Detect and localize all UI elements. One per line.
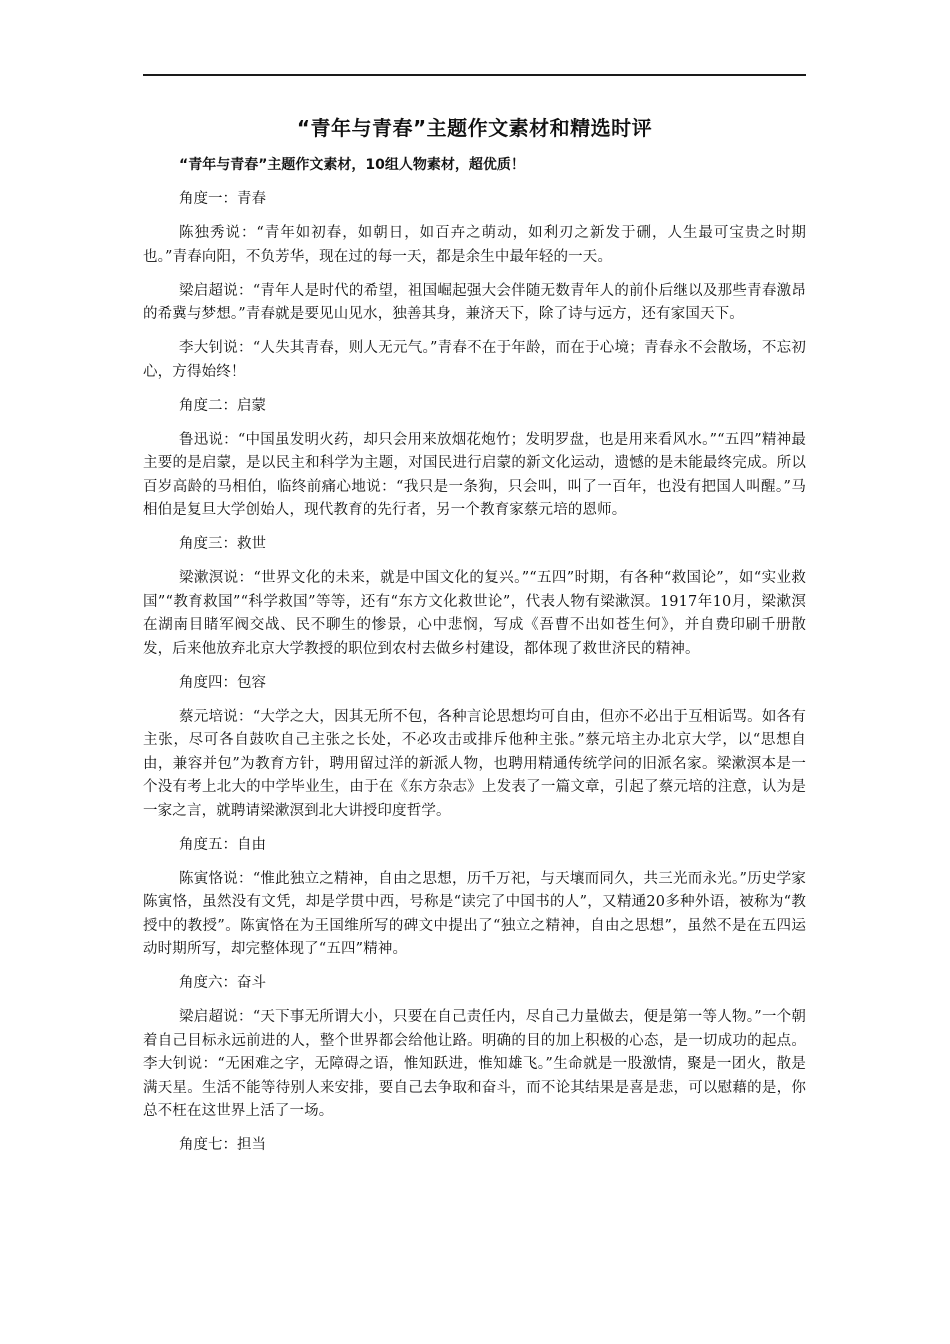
paragraph: 陈寅恪说：“惟此独立之精神，自由之思想，历千万祀，与天壤而同久，共三光而永光。”历史学家陈寅恪，虽然没有文凭，却是学贯中西，号称是“读完了中国书的人”，又精通20多种外语，被称为“教授中的教授”。陈寅恪在为王国维所写的碑文中提出了“独立之精神，自由之思想”，虽然不是在五四运动时期所写，却完整体现了“五四”精神。: [143, 870, 806, 957]
section-heading-2: 角度二：启蒙: [179, 397, 266, 414]
section-heading-3: 角度三：救世: [179, 536, 266, 552]
section-heading-1: 角度一：青春: [179, 191, 266, 207]
paragraph: 李大钊说：“人失其青春，则人无元气。”青春不在于年龄，而在于心境；青春永不会散场，不忘初心，方得始终！: [143, 340, 806, 380]
paragraph: 梁漱溟说：“世界文化的未来，就是中国文化的复兴。”“五四”时期，有各种“救国论”，如“实业救国”“教育救国”“科学救国”等等，还有“东方文化救世论”，代表人物有梁漱溟。1917年10月，梁漱溟在湖南目睹军阀交战、民不聊生的惨景，心中悲悯，写成《吾曹不出如苍生何》，并自费印刷千册散发，后来他放弃北京大学教授的职位到农村去做乡村建设，都体现了救世济民的精神。: [143, 570, 806, 657]
header-rule: [143, 74, 806, 76]
section-heading-5: 角度五：自由: [179, 836, 266, 853]
paragraph: 蔡元培说：“大学之大，因其无所不包，各种言论思想均可自由，但亦不必出于互相诟骂。如各有主张，尽可各自鼓吹自己主张之长处，不必攻击或排斥他种主张。”蔡元培主办北京大学，以“思想自由，兼容并包”为教育方针，聘用留过洋的新派人物，也聘用精通传统学问的旧派名家。梁漱溟本是一个没有考上北大的中学毕业生，由于在《东方杂志》上发表了一篇文章，引起了蔡元培的注意，认为是一家之言，就聘请梁漱溟到北大讲授印度哲学。: [143, 708, 806, 819]
paragraph: 梁启超说：“青年人是时代的希望，祖国崛起强大会伴随无数青年人的前仆后继以及那些青春激昂的希冀与梦想。”青春就是要见山见水，独善其身，兼济天下，除了诗与远方，还有家国天下。: [143, 282, 806, 322]
paragraph: 鲁迅说：“中国虽发明火药，却只会用来放烟花炮竹；发明罗盘，也是用来看风水。”“五四”精神最主要的是启蒙，是以民主和科学为主题，对国民进行启蒙的新文化运动，遗憾的是未能最终完成。所以百岁高龄的马相伯，临终前痛心地说：“我只是一条狗，只会叫，叫了一百年，也没有把国人叫醒。”马相伯是复旦大学创始人，现代教育的先行者，另一个教育家蔡元培的恩师。: [143, 431, 806, 518]
section-heading-7: 角度七：担当: [179, 1137, 266, 1153]
paragraph: 陈独秀说：“青年如初春，如朝日，如百卉之萌动，如利刃之新发于硎，人生最可宝贵之时期也。”青春向阳，不负芳华，现在过的每一天，都是余生中最年轻的一天。: [143, 225, 806, 265]
paragraph: 梁启超说：“天下事无所谓大小，只要在自己责任内，尽自己力量做去，便是第一等人物。”一个朝着自己目标永远前进的人，整个世界都会给他让路。明确的目的加上积极的心态，是一切成功的起点。李大钊说：“无困难之字，无障碍之语，惟知跃进，惟知雄飞。”生命就是一股激情，聚是一团火，散是满天星。生活不能等待别人来安排，要自己去争取和奋斗，而不论其结果是喜是悲，可以慰藉的是，你总不枉在这世界上活了一场。: [143, 1009, 806, 1119]
section-heading-4: 角度四：包容: [179, 674, 266, 691]
document-title: “青年与青春”主题作文素材和精选时评: [296, 116, 653, 140]
section-heading-6: 角度六：奋斗: [179, 975, 266, 991]
document-body: [143, 188, 806, 1168]
document-subtitle: “青年与青春”主题作文素材，10组人物素材，超优质！: [179, 157, 525, 173]
